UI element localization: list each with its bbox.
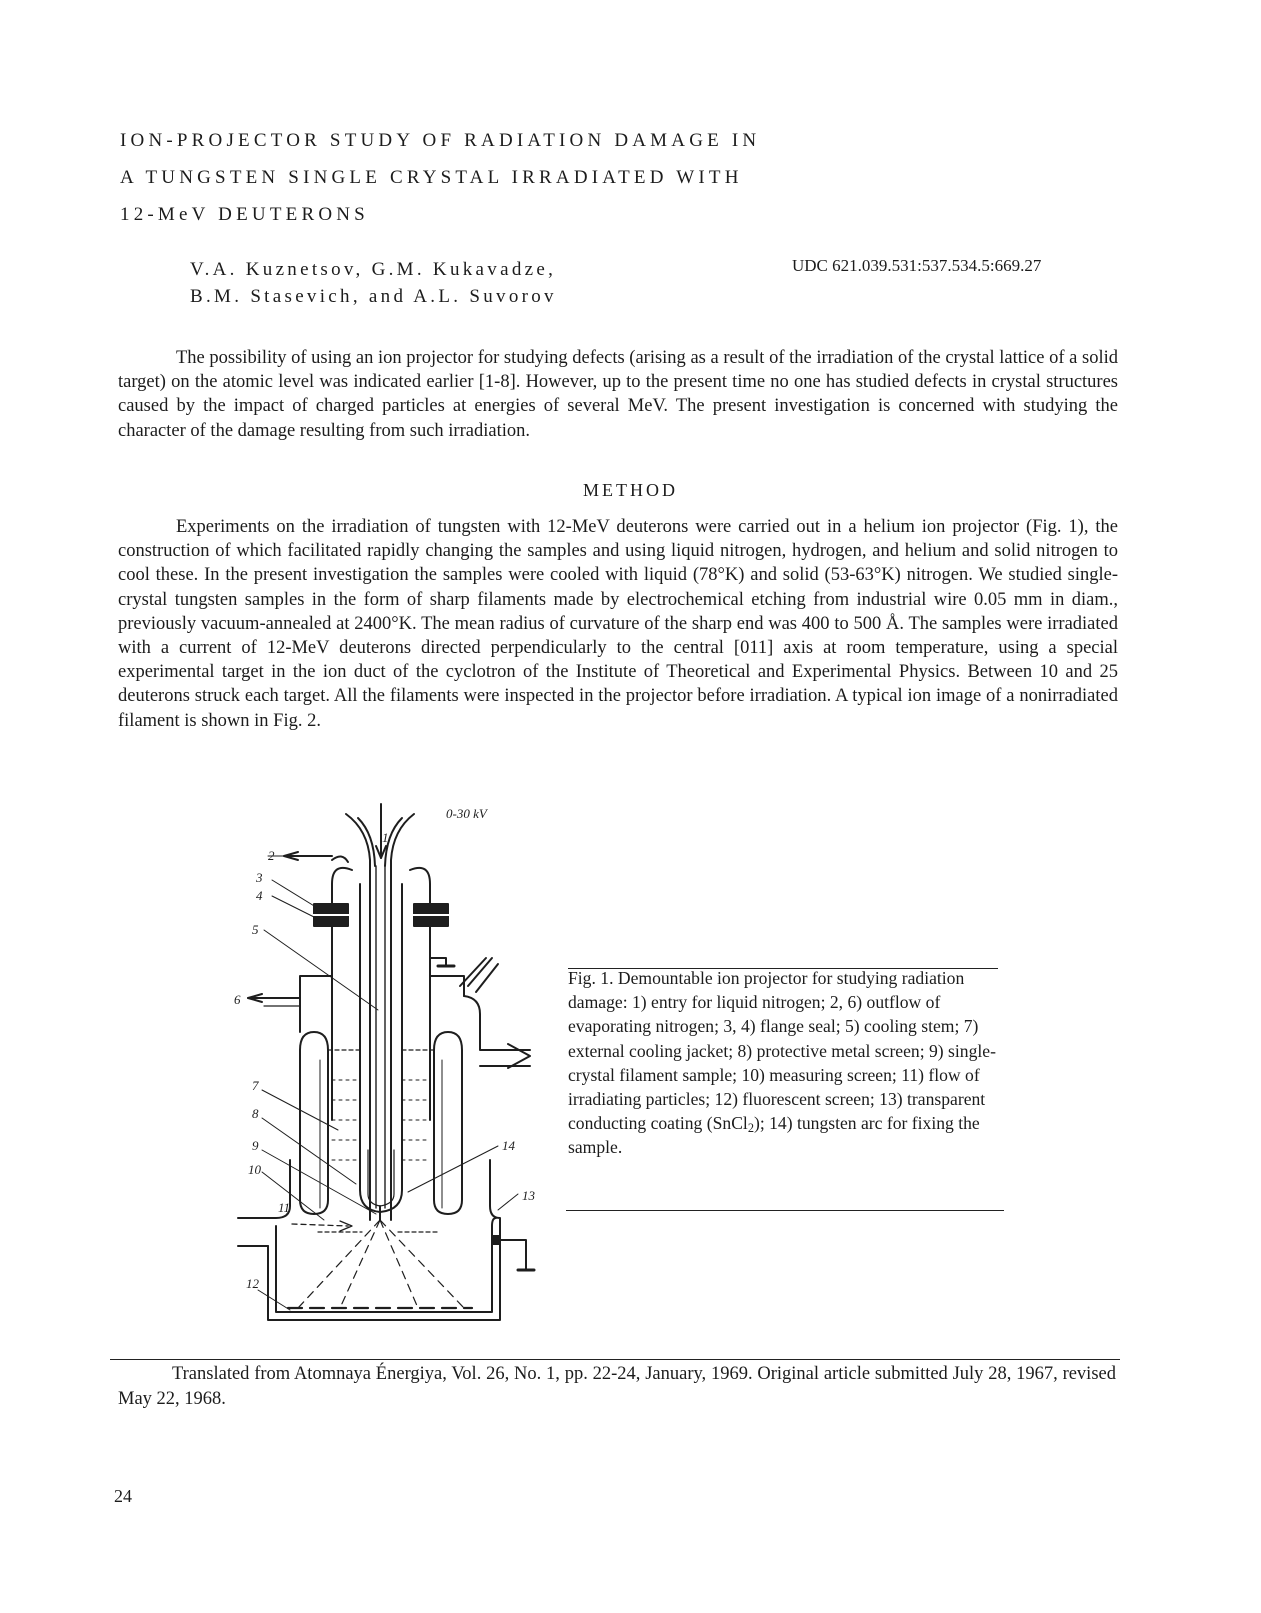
ion-projector-diagram: [228, 800, 558, 1330]
fig-label-13: 13: [522, 1188, 535, 1203]
fig-label-4: 4: [256, 888, 263, 903]
authors-line-2: B.M. Stasevich, and A.L. Suvorov: [190, 286, 557, 307]
udc-code: UDC 621.039.531:537.534.5:669.27: [792, 256, 1042, 275]
authors-line-1: V.A. Kuznetsov, G.M. Kukavadze,: [190, 259, 557, 280]
caption-subscript: 2: [747, 1121, 754, 1136]
fig-label-2: 2: [268, 848, 275, 863]
title-line-1: ION-PROJECTOR STUDY OF RADIATION DAMAGE IN: [120, 130, 761, 151]
caption-text-a: Demountable ion projector for studying radiation damage: 1) entry for liquid nitrogen; 2, 6) outflow of evaporating nitrogen; 3, 4) flange seal; 5) cooling stem; 7) external cooling jacket; 8) protective metal screen; 9) single-crystal filament sample; 10) measuring screen; 11) flow of irradiating particles; 12) fluorescent screen; 13) transparent conducting coating (SnCl: [568, 968, 996, 1134]
fig-label-8: 8: [252, 1106, 259, 1121]
fig-label-11: 11: [278, 1200, 291, 1215]
intro-text: The possibility of using an ion projector for studying defects (arising as a result of the irradiation of the crystal lattice of a solid target) on the atomic level was indicated earlier [1-8]. However, up to the present time no one has studied defects in crystal structures caused by the impact of charged particles at energies of several MeV. The present investigation is concerned with studying the character of the damage resulting from such irradiation.: [118, 348, 1118, 441]
footnote-text: Translated from Atomnaya Énergiya, Vol. 26, No. 1, pp. 22-24, January, 1969. Original article submitted July 28, 1967, revised May 22, 1968.: [118, 1364, 1116, 1409]
fig-label-1: 1: [382, 830, 389, 845]
caption-text-b: ); 14) tungsten arc for fixing the sample.: [568, 1113, 980, 1158]
title-line-2: A TUNGSTEN SINGLE CRYSTAL IRRADIATED WITH: [120, 167, 743, 188]
section-heading-method: METHOD: [583, 480, 678, 500]
footnote: [118, 1362, 1116, 1411]
author-list: [190, 256, 557, 310]
fig-label-3: 3: [256, 870, 263, 885]
page-number: 24: [114, 1486, 132, 1506]
fig-label-6: 6: [234, 992, 241, 1007]
fig-label-14: 14: [502, 1138, 515, 1153]
fig-label-10: 10: [248, 1162, 261, 1177]
title-line-3: 12-MeV DEUTERONS: [120, 204, 369, 225]
footnote-rule: [110, 1359, 1120, 1360]
figure-caption: [568, 966, 1003, 1160]
caption-label: Fig. 1.: [568, 968, 614, 988]
method-text: Experiments on the irradiation of tungsten with 12-MeV deuterons were carried out in a helium ion projector (Fig. 1), the construction of which facilitated rapidly changing the samples and using liquid nitrogen, hydrogen, and helium and solid nitrogen to cool these. In the present investigation the samples were cooled with liquid (78°K) and solid (53-63°K) nitrogen. We studied single-crystal tungsten samples in the form of sharp filaments made by electrochemical etching from industrial wire 0.05 mm in diam., previously vacuum-annealed at 2400°K. The mean radius of curvature of the sharp end was 400 to 500 Å. The samples were irradiated with a current of 12-MeV deuterons directed perpendicularly to the central [011] axis at room temperature, using a special experimental target in the ion duct of the cyclotron of the Institute of Theoretical and Experimental Physics. Between 10 and 25 deuterons struck each target. All the filaments were inspected in the projector before irradiation. A typical ion image of a nonirradiated filament is shown in Fig. 2.: [118, 517, 1118, 731]
fig-label-9: 9: [252, 1138, 259, 1153]
fig-label-7: 7: [252, 1078, 259, 1093]
caption-rule-bottom: [566, 1210, 1004, 1211]
voltage-label: 0-30 kV: [446, 806, 487, 821]
fig-label-12: 12: [246, 1276, 259, 1291]
fig-label-5: 5: [252, 922, 259, 937]
method-paragraph: [118, 515, 1118, 733]
intro-paragraph: [118, 346, 1118, 443]
